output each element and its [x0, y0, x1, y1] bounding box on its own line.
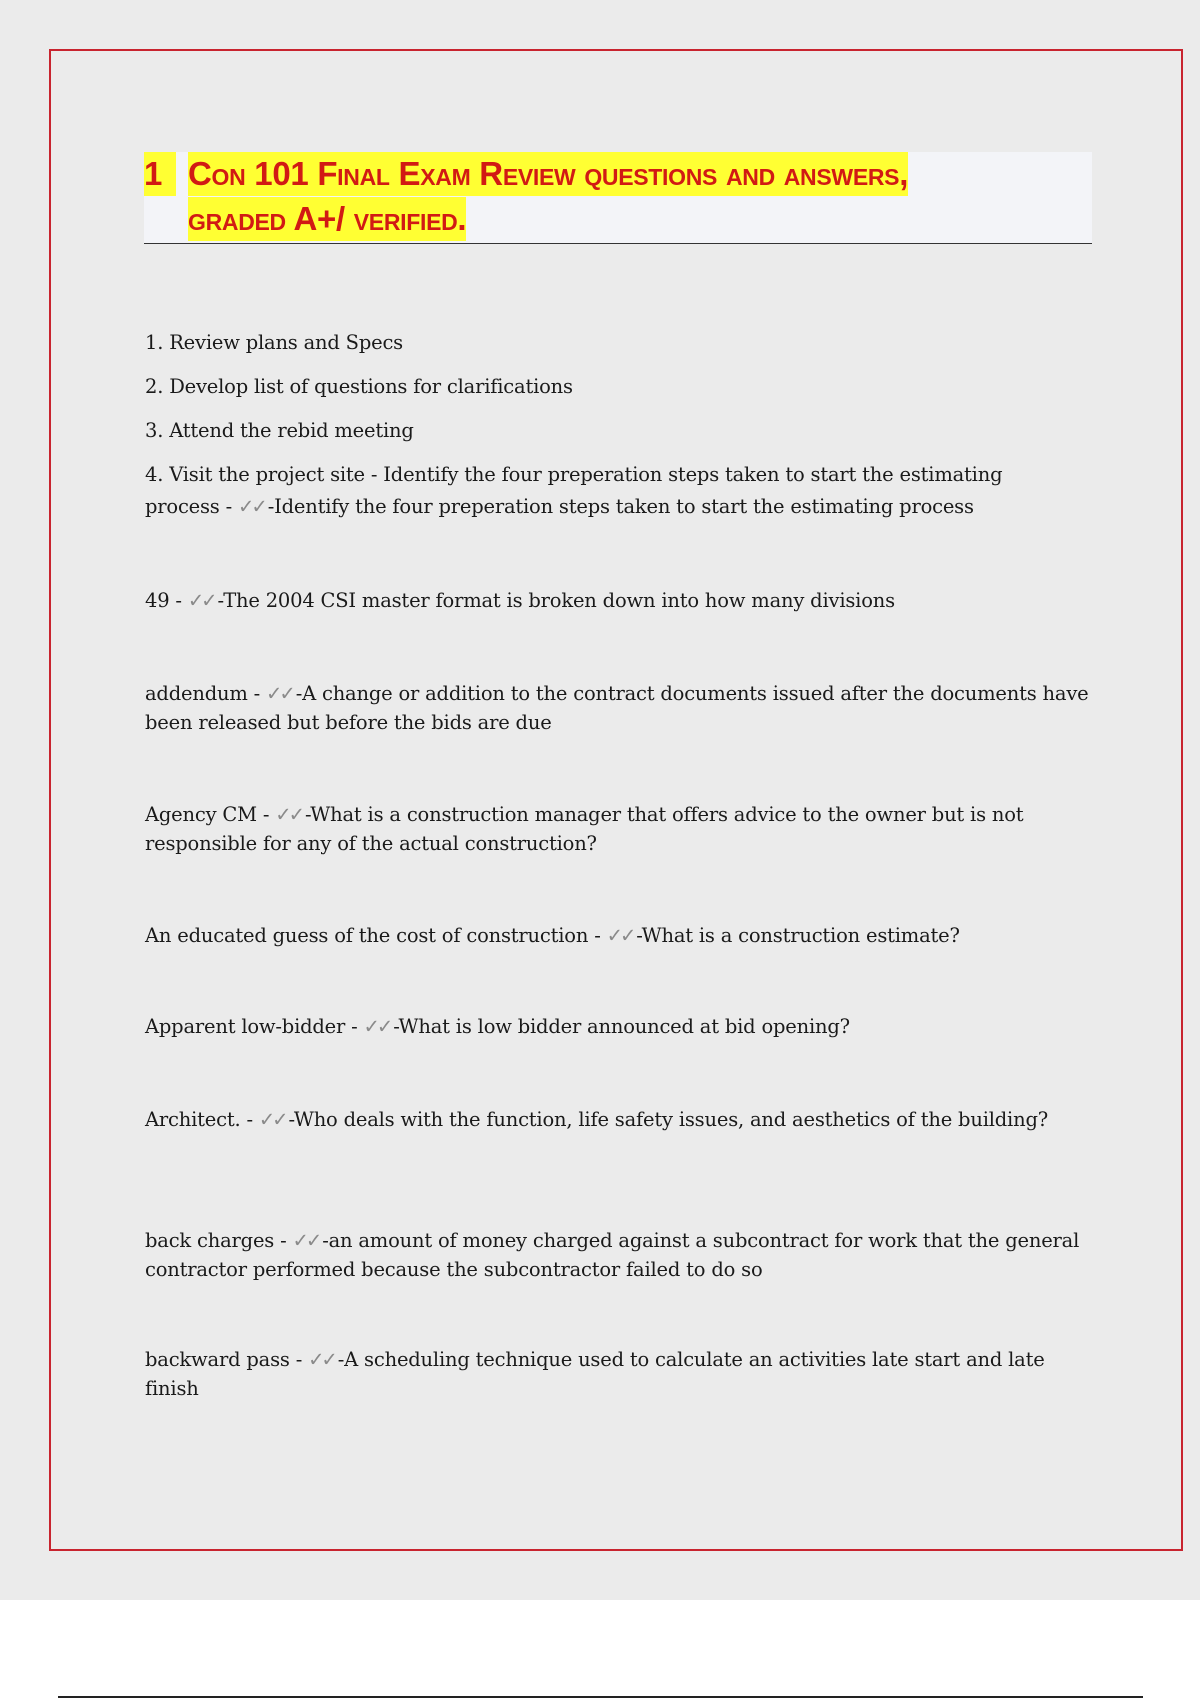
double-check-icon: ✓✓	[292, 1229, 320, 1252]
qa-item: back charges - ✓✓ -an amount of money charged against a subcontract for work that the general contractor performed because the subcontractor failed to do so	[145, 1229, 1080, 1281]
double-check-icon: ✓✓	[187, 589, 215, 612]
qa-term: back charges	[145, 1229, 275, 1252]
double-check-icon: ✓✓	[606, 924, 634, 947]
step-item: 4. Visit the project site - Identify the four preperation steps taken to start the estimating	[145, 463, 1003, 486]
heading-number: 1	[144, 152, 176, 196]
step-item-continuation	[145, 492, 1095, 521]
steps-list	[145, 328, 1095, 521]
heading-line-2: graded A+/ verified.	[188, 197, 466, 241]
double-check-icon: ✓✓	[363, 1015, 391, 1038]
qa-answer: an amount of money charged against a subcontract for work that the general contractor performed because the subcontractor failed to do so	[145, 1229, 1080, 1281]
step-continuation-text: process -	[145, 495, 239, 518]
double-check-icon: ✓✓	[275, 803, 302, 826]
qa-term: Agency CM	[145, 803, 257, 826]
title-heading	[144, 152, 1092, 244]
qa-answer: Who deals with the function, life safety issues, and aesthetics of the building?	[293, 1108, 1048, 1131]
double-check-icon: ✓✓	[258, 1108, 286, 1131]
qa-term: Architect.	[145, 1108, 241, 1131]
qa-term: An educated guess of the cost of construction	[145, 924, 589, 947]
double-check-icon: ✓✓	[266, 682, 293, 705]
qa-answer: A scheduling technique used to calculate an activities late start and late finish	[145, 1348, 1045, 1400]
qa-answer: The 2004 CSI master format is broken down into how many divisions	[223, 589, 895, 612]
double-check-icon: ✓✓	[238, 495, 265, 518]
step-item: 1. Review plans and Specs	[145, 331, 403, 354]
qa-term: addendum	[145, 682, 248, 705]
qa-answer: What is low bidder announced at bid opening?	[398, 1015, 850, 1038]
qa-item: 49 - ✓✓ -The 2004 CSI master format is broken down into how many divisions	[145, 589, 895, 612]
qa-item: An educated guess of the cost of construction - ✓✓ -What is a construction estimate?	[145, 924, 960, 947]
footer-divider	[58, 1696, 1143, 1698]
qa-answer: What is a construction estimate?	[641, 924, 960, 947]
qa-answer: What is a construction manager that offers advice to the owner but is not responsible for any of the actual construction?	[145, 803, 1024, 855]
qa-answer: A change or addition to the contract documents issued after the documents have been released but before the bids are due	[145, 682, 1089, 734]
qa-term: backward pass	[145, 1348, 290, 1371]
qa-item: addendum - ✓✓ -A change or addition to the contract documents issued after the documents have been released but before the bids are due	[145, 682, 1089, 734]
qa-term: Apparent low-bidder	[145, 1015, 346, 1038]
double-check-icon: ✓✓	[308, 1348, 335, 1371]
qa-item: backward pass - ✓✓ -A scheduling technique used to calculate an activities late start and late finish	[145, 1348, 1045, 1400]
step-continuation-answer: -Identify the four preperation steps taken to start the estimating process	[267, 495, 974, 518]
qa-item: Architect. - ✓✓ -Who deals with the function, life safety issues, and aesthetics of the building?	[145, 1108, 1048, 1131]
step-item: 3. Attend the rebid meeting	[145, 419, 414, 442]
step-item: 2. Develop list of questions for clarifications	[145, 375, 573, 398]
qa-term: 49	[145, 589, 170, 612]
qa-item: Apparent low-bidder - ✓✓ -What is low bidder announced at bid opening?	[145, 1015, 850, 1038]
heading-line-1: Con 101 Final Exam Review questions and answers,	[188, 152, 908, 196]
qa-item: Agency CM - ✓✓ -What is a construction manager that offers advice to the owner but is not responsible for any of the actual construction?	[145, 803, 1024, 855]
